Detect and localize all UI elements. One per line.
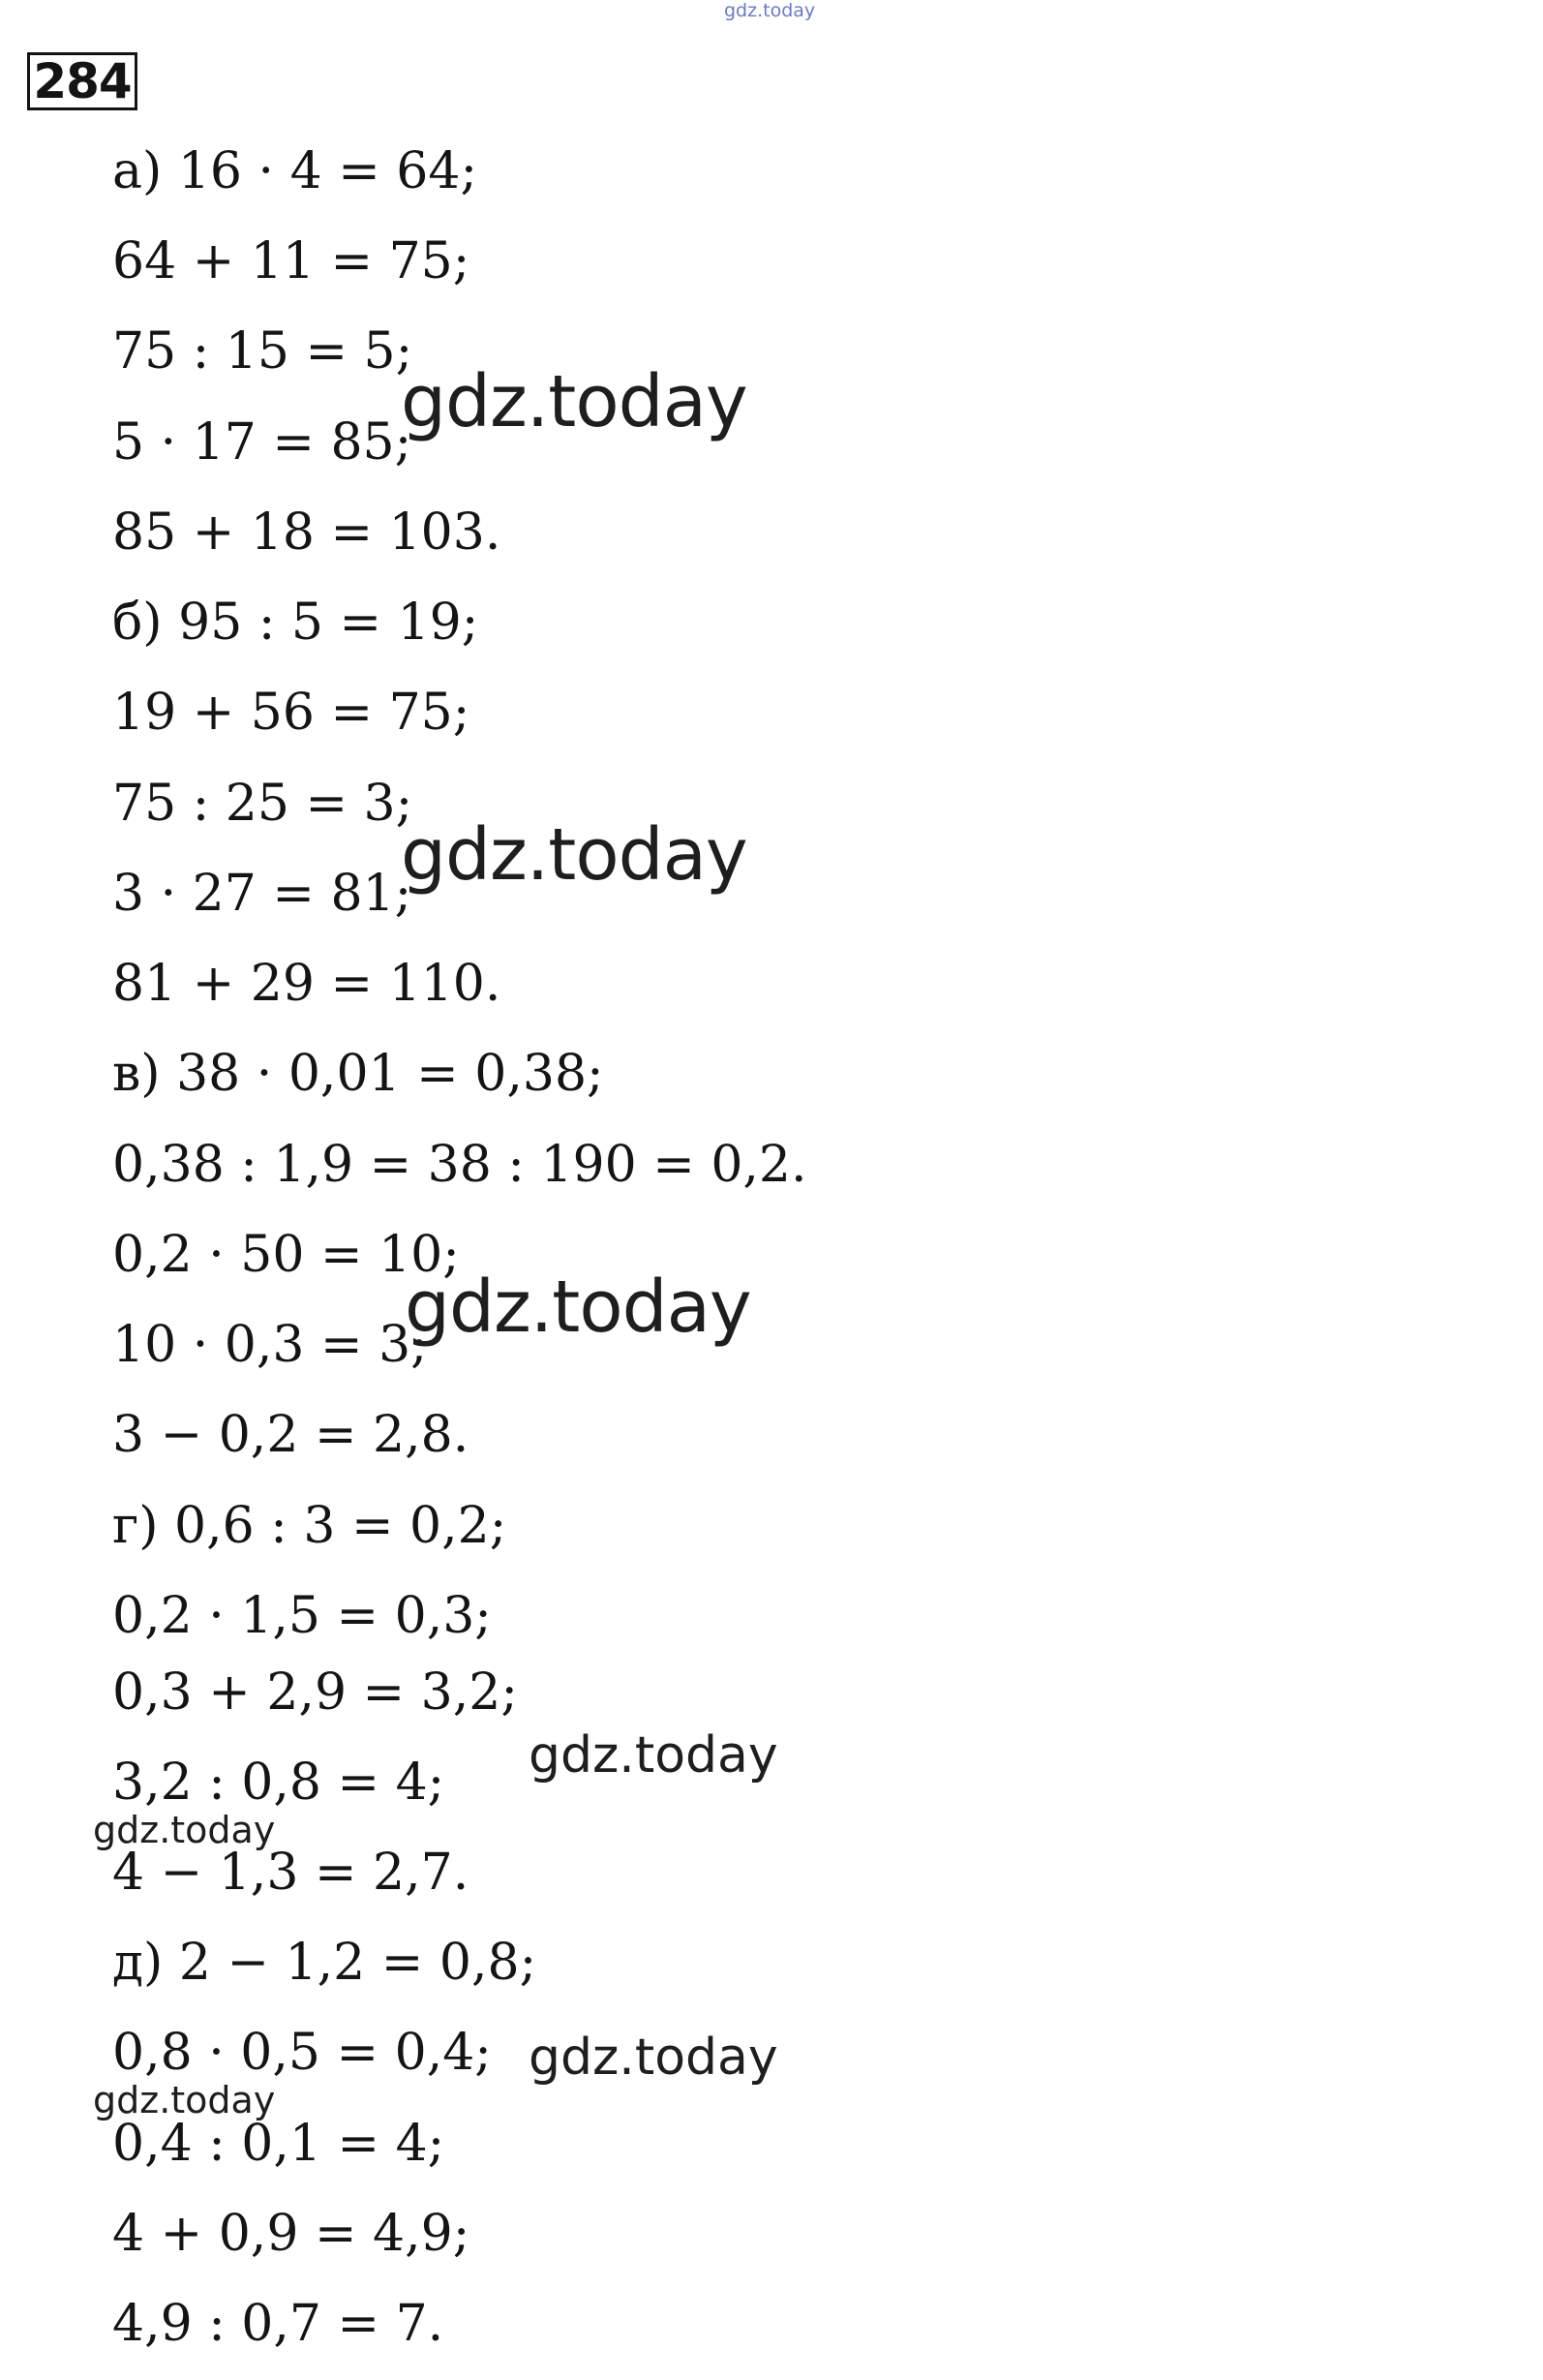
solution-line: 3 − 0,2 = 2,8. bbox=[112, 1406, 469, 1464]
solution-lines bbox=[112, 0, 983, 2380]
solution-line: 0,8 · 0,5 = 0,4; bbox=[112, 2024, 492, 2082]
solution-line: 85 + 18 = 103. bbox=[112, 503, 501, 562]
watermark: gdz.today bbox=[93, 2079, 276, 2121]
solution-line: 75 : 15 = 5; bbox=[112, 322, 413, 381]
solution-line: 0,3 + 2,9 = 3,2; bbox=[112, 1663, 518, 1722]
solution-line: 4 + 0,9 = 4,9; bbox=[112, 2205, 470, 2263]
solution-line: б) 95 : 5 = 19; bbox=[112, 594, 479, 652]
solution-line: 19 + 56 = 75; bbox=[112, 684, 470, 742]
header-watermark: gdz.today bbox=[724, 0, 816, 21]
solution-line: 10 · 0,3 = 3; bbox=[112, 1316, 428, 1374]
problem-number-box: 284 bbox=[27, 52, 137, 110]
solution-line: 3 · 27 = 81; bbox=[112, 865, 412, 923]
solution-line: г) 0,6 : 3 = 0,2; bbox=[112, 1497, 507, 1555]
watermark: gdz.today bbox=[401, 360, 747, 443]
watermark: gdz.today bbox=[529, 1726, 778, 1785]
solution-line: 0,2 · 1,5 = 0,3; bbox=[112, 1587, 492, 1645]
solution-line: в) 38 · 0,01 = 0,38; bbox=[112, 1045, 604, 1103]
solution-line: а) 16 · 4 = 64; bbox=[112, 142, 477, 200]
solution-line: 0,38 : 1,9 = 38 : 190 = 0,2. bbox=[112, 1136, 807, 1194]
watermark: gdz.today bbox=[93, 1809, 276, 1851]
watermark: gdz.today bbox=[405, 1266, 751, 1349]
watermark: gdz.today bbox=[529, 2029, 778, 2087]
solution-line: 0,2 · 50 = 10; bbox=[112, 1226, 460, 1284]
solution-line: д) 2 − 1,2 = 0,8; bbox=[112, 1934, 537, 1992]
solution-line: 5 · 17 = 85; bbox=[112, 413, 412, 472]
solution-line: 75 : 25 = 3; bbox=[112, 775, 413, 833]
solution-line: 0,4 : 0,1 = 4; bbox=[112, 2115, 445, 2173]
watermark: gdz.today bbox=[401, 813, 747, 897]
solution-line: 4,9 : 0,7 = 7. bbox=[112, 2295, 444, 2353]
solution-line: 64 + 11 = 75; bbox=[112, 232, 470, 290]
solution-line: 4 − 1,3 = 2,7. bbox=[112, 1844, 469, 1902]
solution-line: 81 + 29 = 110. bbox=[112, 955, 501, 1013]
solution-line: 3,2 : 0,8 = 4; bbox=[112, 1754, 445, 1812]
